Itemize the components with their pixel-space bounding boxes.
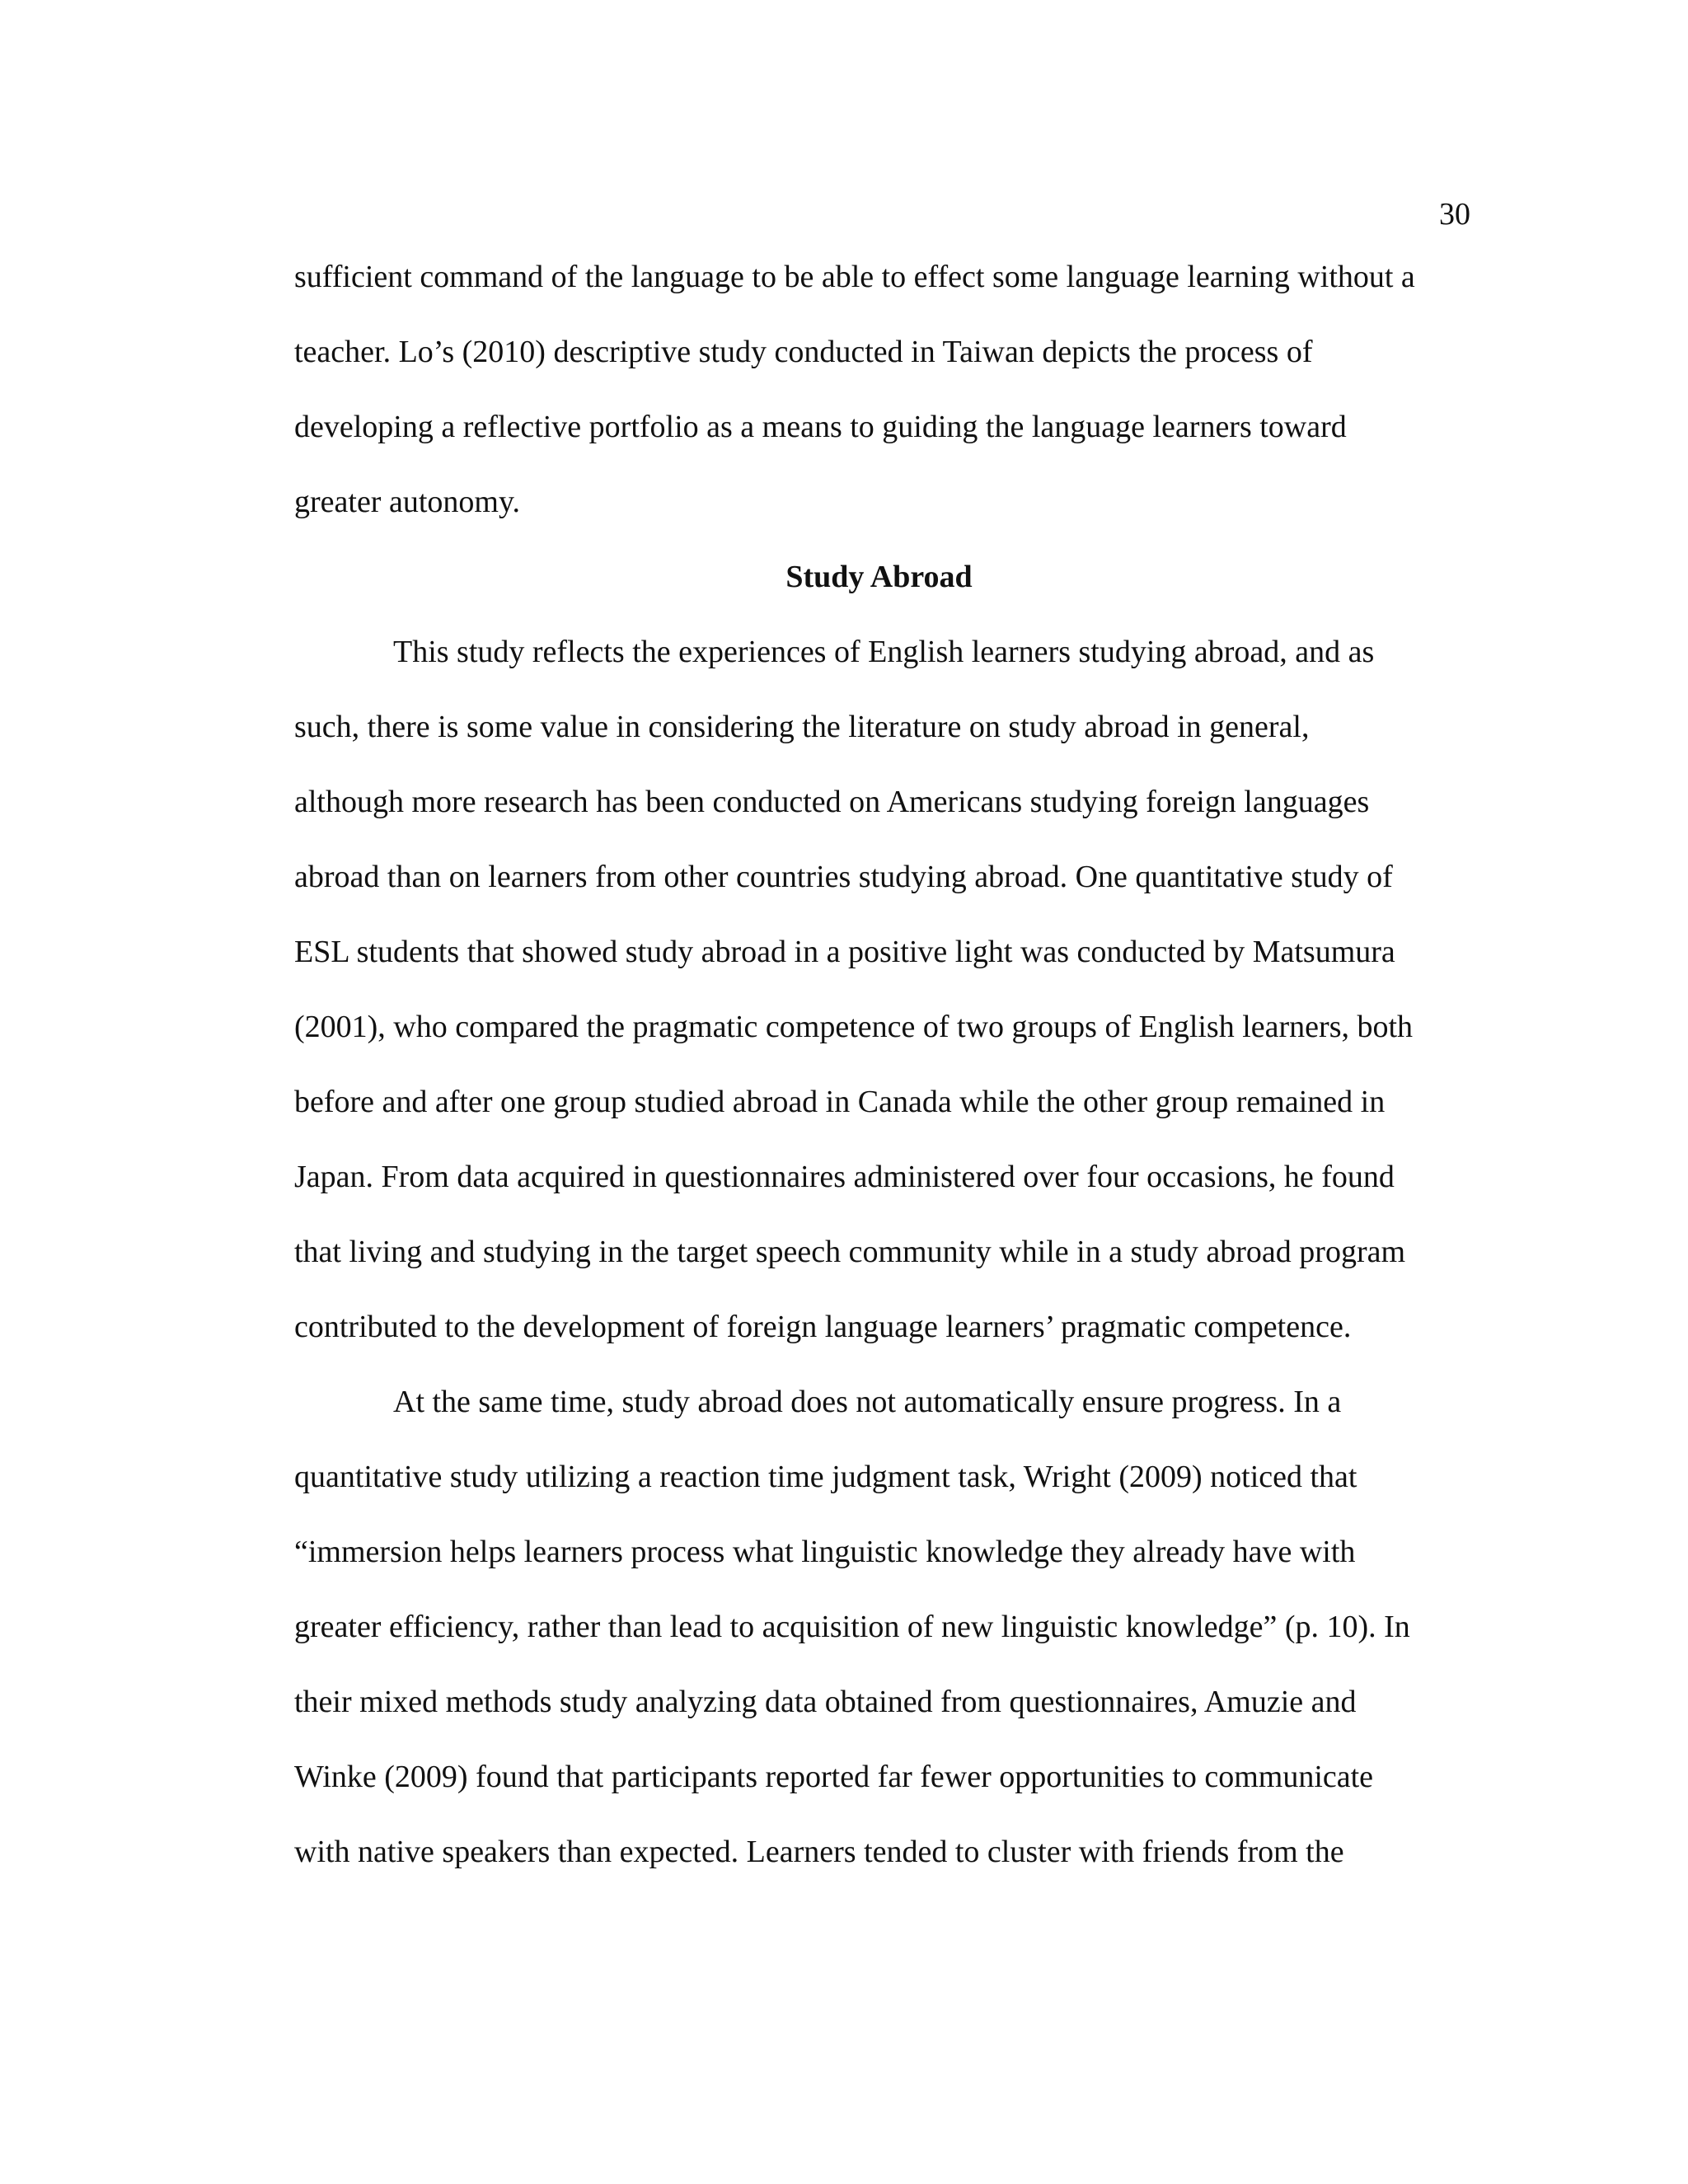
paragraph-2-line-3: although more research has been conducted on Americans studying foreign languages [294,785,1370,819]
paragraph-2-line-10: contributed to the development of foreign language learners’ pragmatic competence. [294,1310,1352,1344]
paragraph-2-line-9: that living and studying in the target speech community while in a study abroad program [294,1235,1406,1269]
paragraph-3-line-2: quantitative study utilizing a reaction time judgment task, Wright (2009) noticed that [294,1460,1357,1494]
paragraph-3-line-1: At the same time, study abroad does not automatically ensure progress. In a [393,1385,1342,1419]
paragraph-2-line-2: such, there is some value in considering the literature on study abroad in general, [294,710,1310,744]
paragraph-2-line-4: abroad than on learners from other countries studying abroad. One quantitative study of [294,860,1393,894]
paragraph-2-line-1: This study reflects the experiences of English learners studying abroad, and as [393,635,1375,669]
paragraph-1-line-4: greater autonomy. [294,485,520,519]
paragraph-2-line-5: ESL students that showed study abroad in a positive light was conducted by Matsumura [294,935,1395,969]
paragraph-2-line-6: (2001), who compared the pragmatic competence of two groups of English learners, both [294,1010,1414,1044]
paragraph-3-line-3: “immersion helps learners process what linguistic knowledge they already have with [294,1535,1356,1569]
page-number: 30 [1439,197,1470,232]
paragraph-1-line-3: developing a reflective portfolio as a means to guiding the language learners toward [294,410,1347,444]
section-heading: Study Abroad [785,560,973,594]
paragraph-3-line-6: Winke (2009) found that participants reported far fewer opportunities to communicate [294,1760,1374,1794]
paragraph-2-line-7: before and after one group studied abroad in Canada while the other group remained in [294,1085,1386,1119]
paragraph-3-line-7: with native speakers than expected. Learners tended to cluster with friends from the [294,1835,1344,1869]
paragraph-1-line-2: teacher. Lo’s (2010) descriptive study conducted in Taiwan depicts the process of [294,335,1313,369]
paragraph-3-line-5: their mixed methods study analyzing data obtained from questionnaires, Amuzie and [294,1685,1357,1719]
paragraph-3-line-4: greater efficiency, rather than lead to acquisition of new linguistic knowledge” (p. 10). In [294,1610,1410,1644]
paragraph-1-line-1: sufficient command of the language to be able to effect some language learning without a [294,260,1415,294]
paragraph-2-line-8: Japan. From data acquired in questionnaires administered over four occasions, he found [294,1160,1395,1194]
